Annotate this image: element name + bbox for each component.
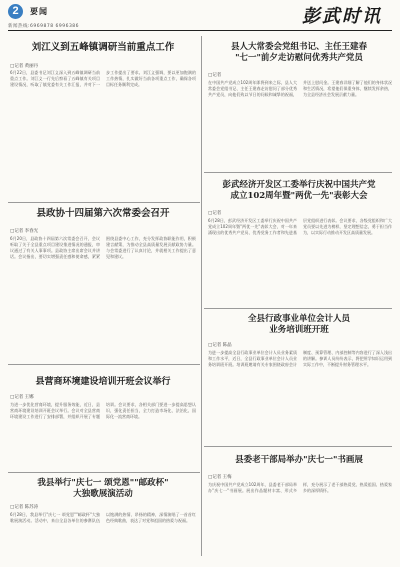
article-byline: □记者 黄丽丹 xyxy=(10,64,39,69)
article-headline: 全县行政事业单位会计人员 业务培训班开班 xyxy=(247,314,350,335)
article-headline: 县营商环境建设培训开班会议举行 xyxy=(35,377,171,387)
article-headline: 我县举行"庆七一 颂党恩""邮政杯" 大独歌展演活动 xyxy=(37,478,169,499)
newspaper-brand: 彭武时讯 xyxy=(302,6,382,27)
article-byline: □记者 xyxy=(208,73,222,78)
article-headline: 刘江义到五峰镇调研当前重点工作 xyxy=(31,42,175,53)
section-rule xyxy=(204,446,392,447)
article-byline: □记者 王娜 xyxy=(10,395,34,400)
article-body: 在中国共产党成立102周年即将到来之际，县人大常委会党组书记、主任王建春走访慰问了部分优秀共产党员，向他们致以节日的问候和诚挚的祝福，并送上慰问金。王建春详细了解了他们的身体状况和生活情况，希望他们保重身体，继续发挥余热，为全县经济社会发展贡献力量。 xyxy=(208,80,392,97)
section-rule xyxy=(204,308,392,309)
page-number: 2 xyxy=(8,4,23,19)
section-rule xyxy=(8,202,200,203)
article-headline: 县政协十四届第六次常委会召开 xyxy=(36,208,170,219)
article-body: 6月22日，县委书记刘江义深入到五峰镇调研当前重点工作。刘江义一行先后察看了五峰镇有关项目建设情况，听取了镇党委有关工作汇报，并对下一步工作提出了要求。刘江义强调，要以更加饱满的工作热情，扎实做好当前各项重点工作，确保各项目标任务顺利完成。 xyxy=(10,70,196,87)
article-body: 6月28日，我县举行"庆七一 颂党恩""邮政杯"大独歌展演活动。活动中，来自全县各单位的参赛队伍以饱满的热情、昂扬的精神，深情演唱了一首首红色经典歌曲，表达了对党和祖国的热爱与祝福。 xyxy=(10,512,196,523)
article-body: 6月20日，县政协十四届第六次常委会召开，会议听取了关于全县重点项目建设推进情况的通报，审议通过了有关人事事项。县政协主席出席会议并讲话。会议指出，要切实增强责任感和使命感，紧紧围绕县委中心工作，充分发挥政协职能作用，积极建言献策，为推动全县高质量发展贡献政协力量。与会常委进行了认真讨论，并就相关工作提出了意见和建议。 xyxy=(10,236,196,259)
hotline-line: 新闻热线:6969878 6996386 xyxy=(8,24,80,29)
article-byline: □记者 xyxy=(208,211,222,216)
article-headline: 县委老干部局举办"庆七一"书画展 xyxy=(235,455,363,465)
article-body: 6月28日，彭武经济开发区工委举行庆祝中国共产党成立102周年暨"两优一先"表彰大会，对一年来涌现出的优秀共产党员、优秀党务工作者和先进基层党组织进行表彰。会议要求，各级党组织和广大党员要以先进为榜样，坚定理想信念，勇于担当作为，以实际行动推动开发区高质量发展。 xyxy=(208,218,392,235)
article-headline: 县人大常委会党组书记、主任王建春 "七一"前夕走访慰问优秀共产党员 xyxy=(230,42,367,63)
article-byline: □记者 陈苏涛 xyxy=(10,505,39,510)
article-byline: □记者 陈晶 xyxy=(208,343,232,348)
section-rule xyxy=(204,172,392,173)
article-body: 为进一步提高全县行政事业单位会计人员业务素质和工作水平，近日，全县行政事业单位会计人员业务培训班开班。培训班邀请有关专家围绕政府会计制度、预算管理、内部控制等内容进行了深入浅出的讲解。参训人员纷纷表示，将把所学知识运用到实际工作中，不断提升财务管理水平。 xyxy=(208,350,392,367)
article-byline: □记者 王梅 xyxy=(208,475,232,480)
section-rule xyxy=(8,472,200,473)
article-body: 为庆祝中国共产党成立102周年，县委老干部局举办"庆七一"书画展。展出作品题材丰富、形式多样，充分展示了老干部热爱党、热爱祖国、热爱家乡的深厚情怀。 xyxy=(208,482,392,493)
article-body: 为进一步优化营商环境，提升服务效能，近日，县营商环境建设培训开班会议举行。会议对全县营商环境建设工作进行了安排部署，并组织开展了专题培训。会议要求，各相关部门要进一步提高思想认识，强化责任担当，全力打造市场化、法治化、国际化一流营商环境。 xyxy=(10,402,196,419)
column-divider xyxy=(201,36,202,556)
section-rule xyxy=(8,364,200,365)
section-title: 要闻 xyxy=(30,7,48,16)
article-headline: 彭武经济开发区工委举行庆祝中国共产党 成立102周年暨"两优一先"表彰大会 xyxy=(222,180,376,201)
article-byline: □记者 李春光 xyxy=(10,229,39,234)
masthead-rule xyxy=(8,30,392,31)
